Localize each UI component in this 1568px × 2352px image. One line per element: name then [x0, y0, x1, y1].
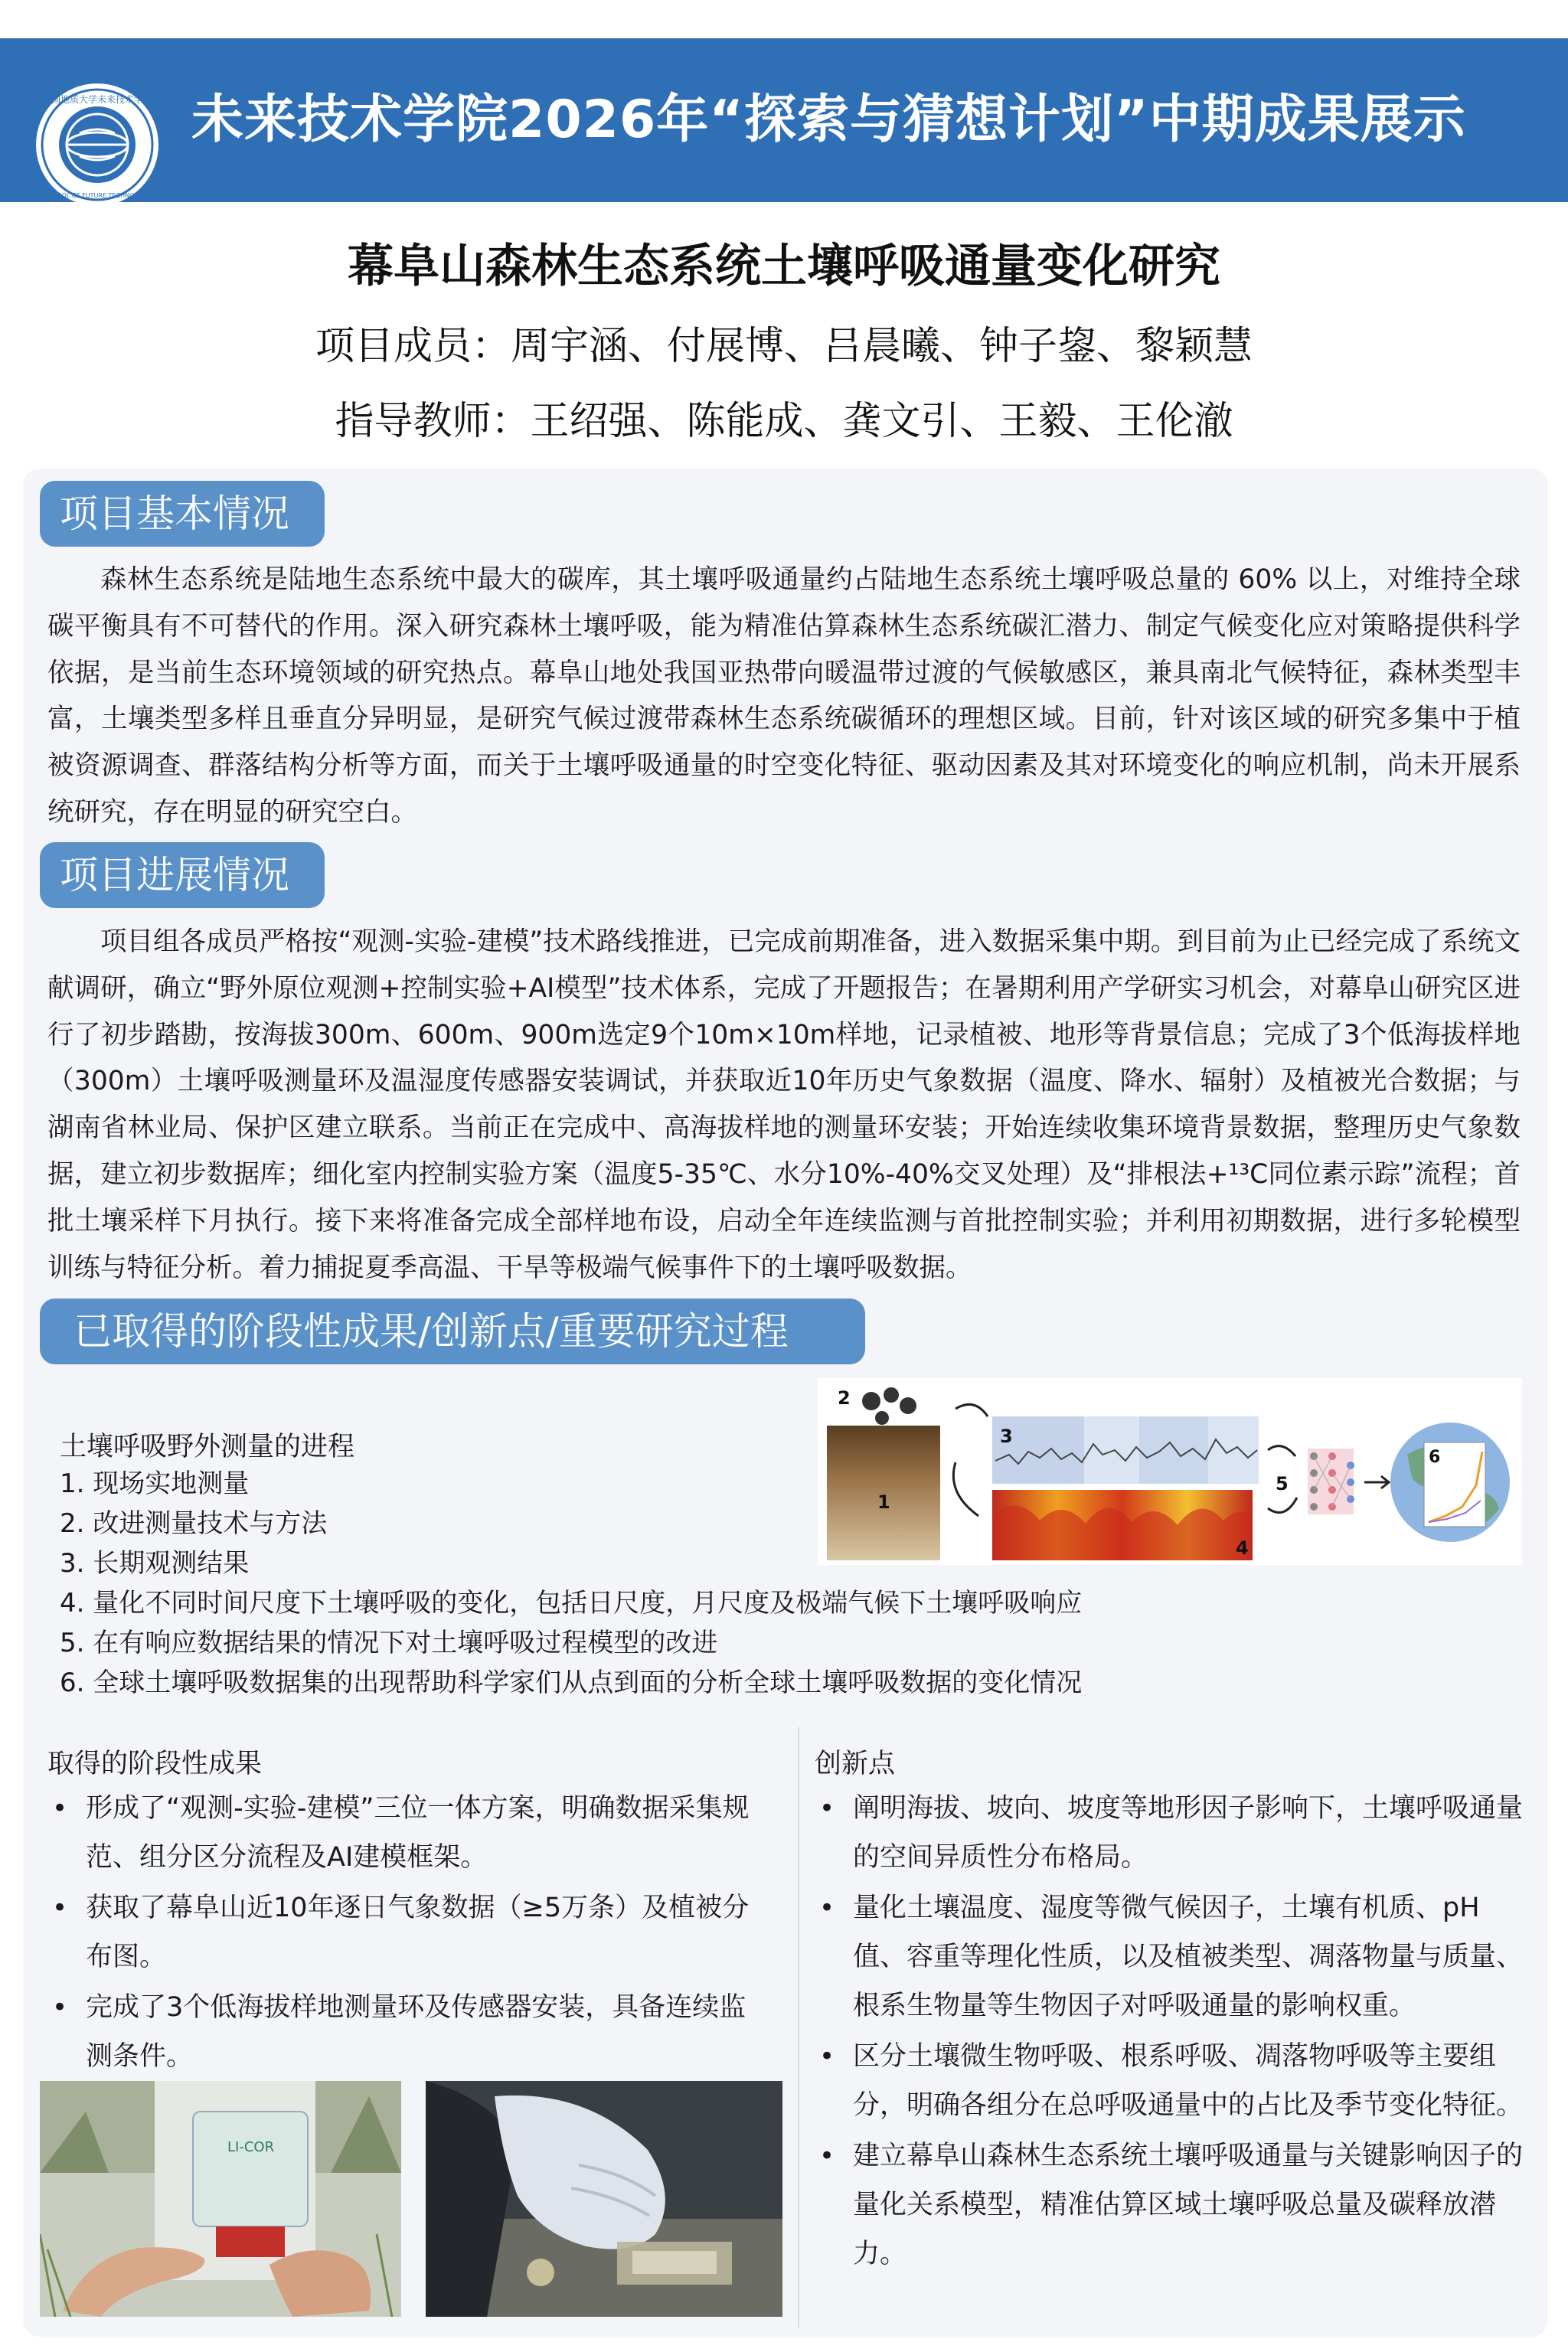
figure-label-1: 1: [877, 1491, 890, 1513]
list-item: • 建立幕阜山森林生态系统土壤呼吸通量与关键影响因子的量化关系模型，精准估算区域土壤呼吸总量及碳释放潜力。: [815, 2132, 1533, 2278]
list-item: • 形成了“观测-实验-建模”三位一体方案，明确数据采集规范、组分区分流程及AI建模框架。: [47, 1784, 760, 1882]
list-item: • 量化土壤温度、湿度等微气候因子，土壤有机质、pH值、容重等理化性质，以及植被类型、凋落物量与质量、根系生物量等生物因子对呼吸通量的影响权重。: [815, 1883, 1533, 2030]
achievements-list: [47, 1784, 760, 2082]
arrow-icon: [953, 1462, 978, 1516]
list-item: 1. 现场实地测量: [60, 1468, 250, 1499]
stage-list-title: 土壤呼吸野外测量的进程: [60, 1432, 355, 1462]
innovations-list: [815, 1784, 1533, 2280]
neural-network-icon: [1308, 1449, 1354, 1514]
list-item: • 获取了幕阜山近10年逐日气象数据（≥5万条）及植被分布图。: [47, 1883, 760, 1981]
arrow-icon: [1268, 1498, 1297, 1513]
figure-label-6: 6: [1429, 1448, 1441, 1467]
svg-text:SCHOOL OF FUTURE TECHNOLOGY: SCHOOL OF FUTURE TECHNOLOGY: [44, 192, 151, 199]
figure-label-2: 2: [838, 1387, 851, 1409]
column-divider: [798, 1727, 799, 2328]
globe-icon: [1390, 1423, 1510, 1542]
section-basic-text: 森林生态系统是陆地生态系统中最大的碳库，其土壤呼吸通量约占陆地生态系统土壤呼吸总量的 60% 以上，对维持全球碳平衡具有不可替代的作用。深入研究森林土壤呼吸，能为精准估算森林生态系统碳汇潜力、制定气候变化应对策略提供科学依据，是当前生态环境领域的研究热点。幕阜山地处我国亚热带向暖温带过渡的气候敏感区，兼具南北气候特征，森林类型丰富，土壤类型多样且垂直分异明显，是研究气候过渡带森林生态系统碳循环的理想区域。目前，针对该区域的研究多集中于植被资源调查、群落结构分析等方面，而关于土壤呼吸通量的时空变化特征、驱动因素及其对环境变化的响应机制，尚未开展系统研究，存在明显的研究空白。: [47, 564, 1521, 828]
field-photo-soil-sampling: [426, 2081, 782, 2317]
achievements-title: 取得的阶段性成果: [47, 1749, 263, 1779]
innovations-title: 创新点: [815, 1749, 896, 1779]
gear-icon: [862, 1387, 916, 1425]
list-item: 4. 量化不同时间尺度下土壤呼吸的变化，包括日尺度，月尺度及极端气候下土壤呼吸响应: [60, 1588, 1083, 1619]
list-item: • 阐明海拔、坡向、坡度等地形因子影响下，土壤呼吸通量的空间异质性分布格局。: [815, 1784, 1533, 1882]
list-item: • 区分土壤微生物呼吸、根系呼吸、凋落物呼吸等主要组分，明确各组分在总呼吸通量中的占比及季节变化特征。: [815, 2032, 1533, 2130]
section-basic-heading: 项目基本情况: [40, 481, 325, 547]
header-banner: [0, 38, 1568, 202]
arrow-icon: [956, 1404, 988, 1416]
list-item: 3. 长期观测结果: [60, 1548, 250, 1579]
section-progress-heading: 项目进展情况: [40, 842, 325, 908]
header-title: 未来技术学院2026年“探索与猜想计划”中期成果展示: [191, 90, 1466, 150]
section-progress-text: 项目组各成员严格按“观测-实验-建模”技术路线推进，已完成前期准备，进入数据采集中期。到目前为止已经完成了系统文献调研，确立“野外原位观测+控制实验+AI模型”技术体系，完成了开题报告；在暑期利用产学研实习机会，对幕阜山研究区进行了初步踏勘，按海拔300m、600m、900m选定9个10m×10m样地，记录植被、地形等背景信息；完成了3个低海拔样地（300m）土壤呼吸测量环及温湿度传感器安装调试，并获取近10年历史气象数据（温度、降水、辐射）及植被光合数据；与湖南省林业局、保护区建立联系。当前正在完成中、高海拔样地的测量环安装；开始连续收集环境背景数据，整理历史气象数据，建立初步数据库；细化室内控制实验方案（温度5-35℃、水分10%-40%交叉处理）及“排根法+¹³C同位素示踪”流程；首批土壤采样下月执行。接下来将准备完成全部样地布设，启动全年连续监测与首批控制实验；并利用初期数据，进行多轮模型训练与特征分析。着力捕捉夏季高温、干旱等极端气候事件下的土壤呼吸数据。: [47, 926, 1521, 1283]
university-seal-icon: [34, 81, 161, 208]
soil-respiration-workflow-figure: [818, 1378, 1522, 1565]
list-item: 5. 在有响应数据结果的情况下对土壤呼吸过程模型的改进: [60, 1628, 718, 1658]
list-item: • 完成了3个低海拔样地测量环及传感器安装，具备连续监测条件。: [47, 1983, 760, 2081]
field-photo-measurement-device: [40, 2081, 401, 2317]
arrow-icon: [1268, 1446, 1295, 1456]
device-label: LI-COR: [227, 2139, 275, 2155]
figure-label-5: 5: [1276, 1473, 1289, 1494]
poster-title: 幕阜山森林生态系统土壤呼吸通量变化研究: [348, 240, 1220, 293]
project-members: 项目成员：周宇涵、付展博、吕晨曦、钟子鋆、黎颖慧: [315, 324, 1253, 369]
list-item: 6. 全球土壤呼吸数据集的出现帮助科学家们从点到面的分析全球土壤呼吸数据的变化情况: [60, 1668, 1083, 1698]
svg-text:中国地质大学未来技术学院: 中国地质大学未来技术学院: [41, 94, 153, 105]
advisors: 指导教师：王绍强、陈能成、龚文引、王毅、王伦澈: [335, 399, 1233, 444]
figure-label-3: 3: [1000, 1426, 1013, 1447]
gas-analyzer-chamber: [193, 2112, 308, 2226]
figure-label-4: 4: [1236, 1537, 1249, 1559]
list-item: 2. 改进测量技术与方法: [60, 1508, 328, 1539]
section-results-heading: 已取得的阶段性成果/创新点/重要研究过程: [40, 1298, 865, 1364]
